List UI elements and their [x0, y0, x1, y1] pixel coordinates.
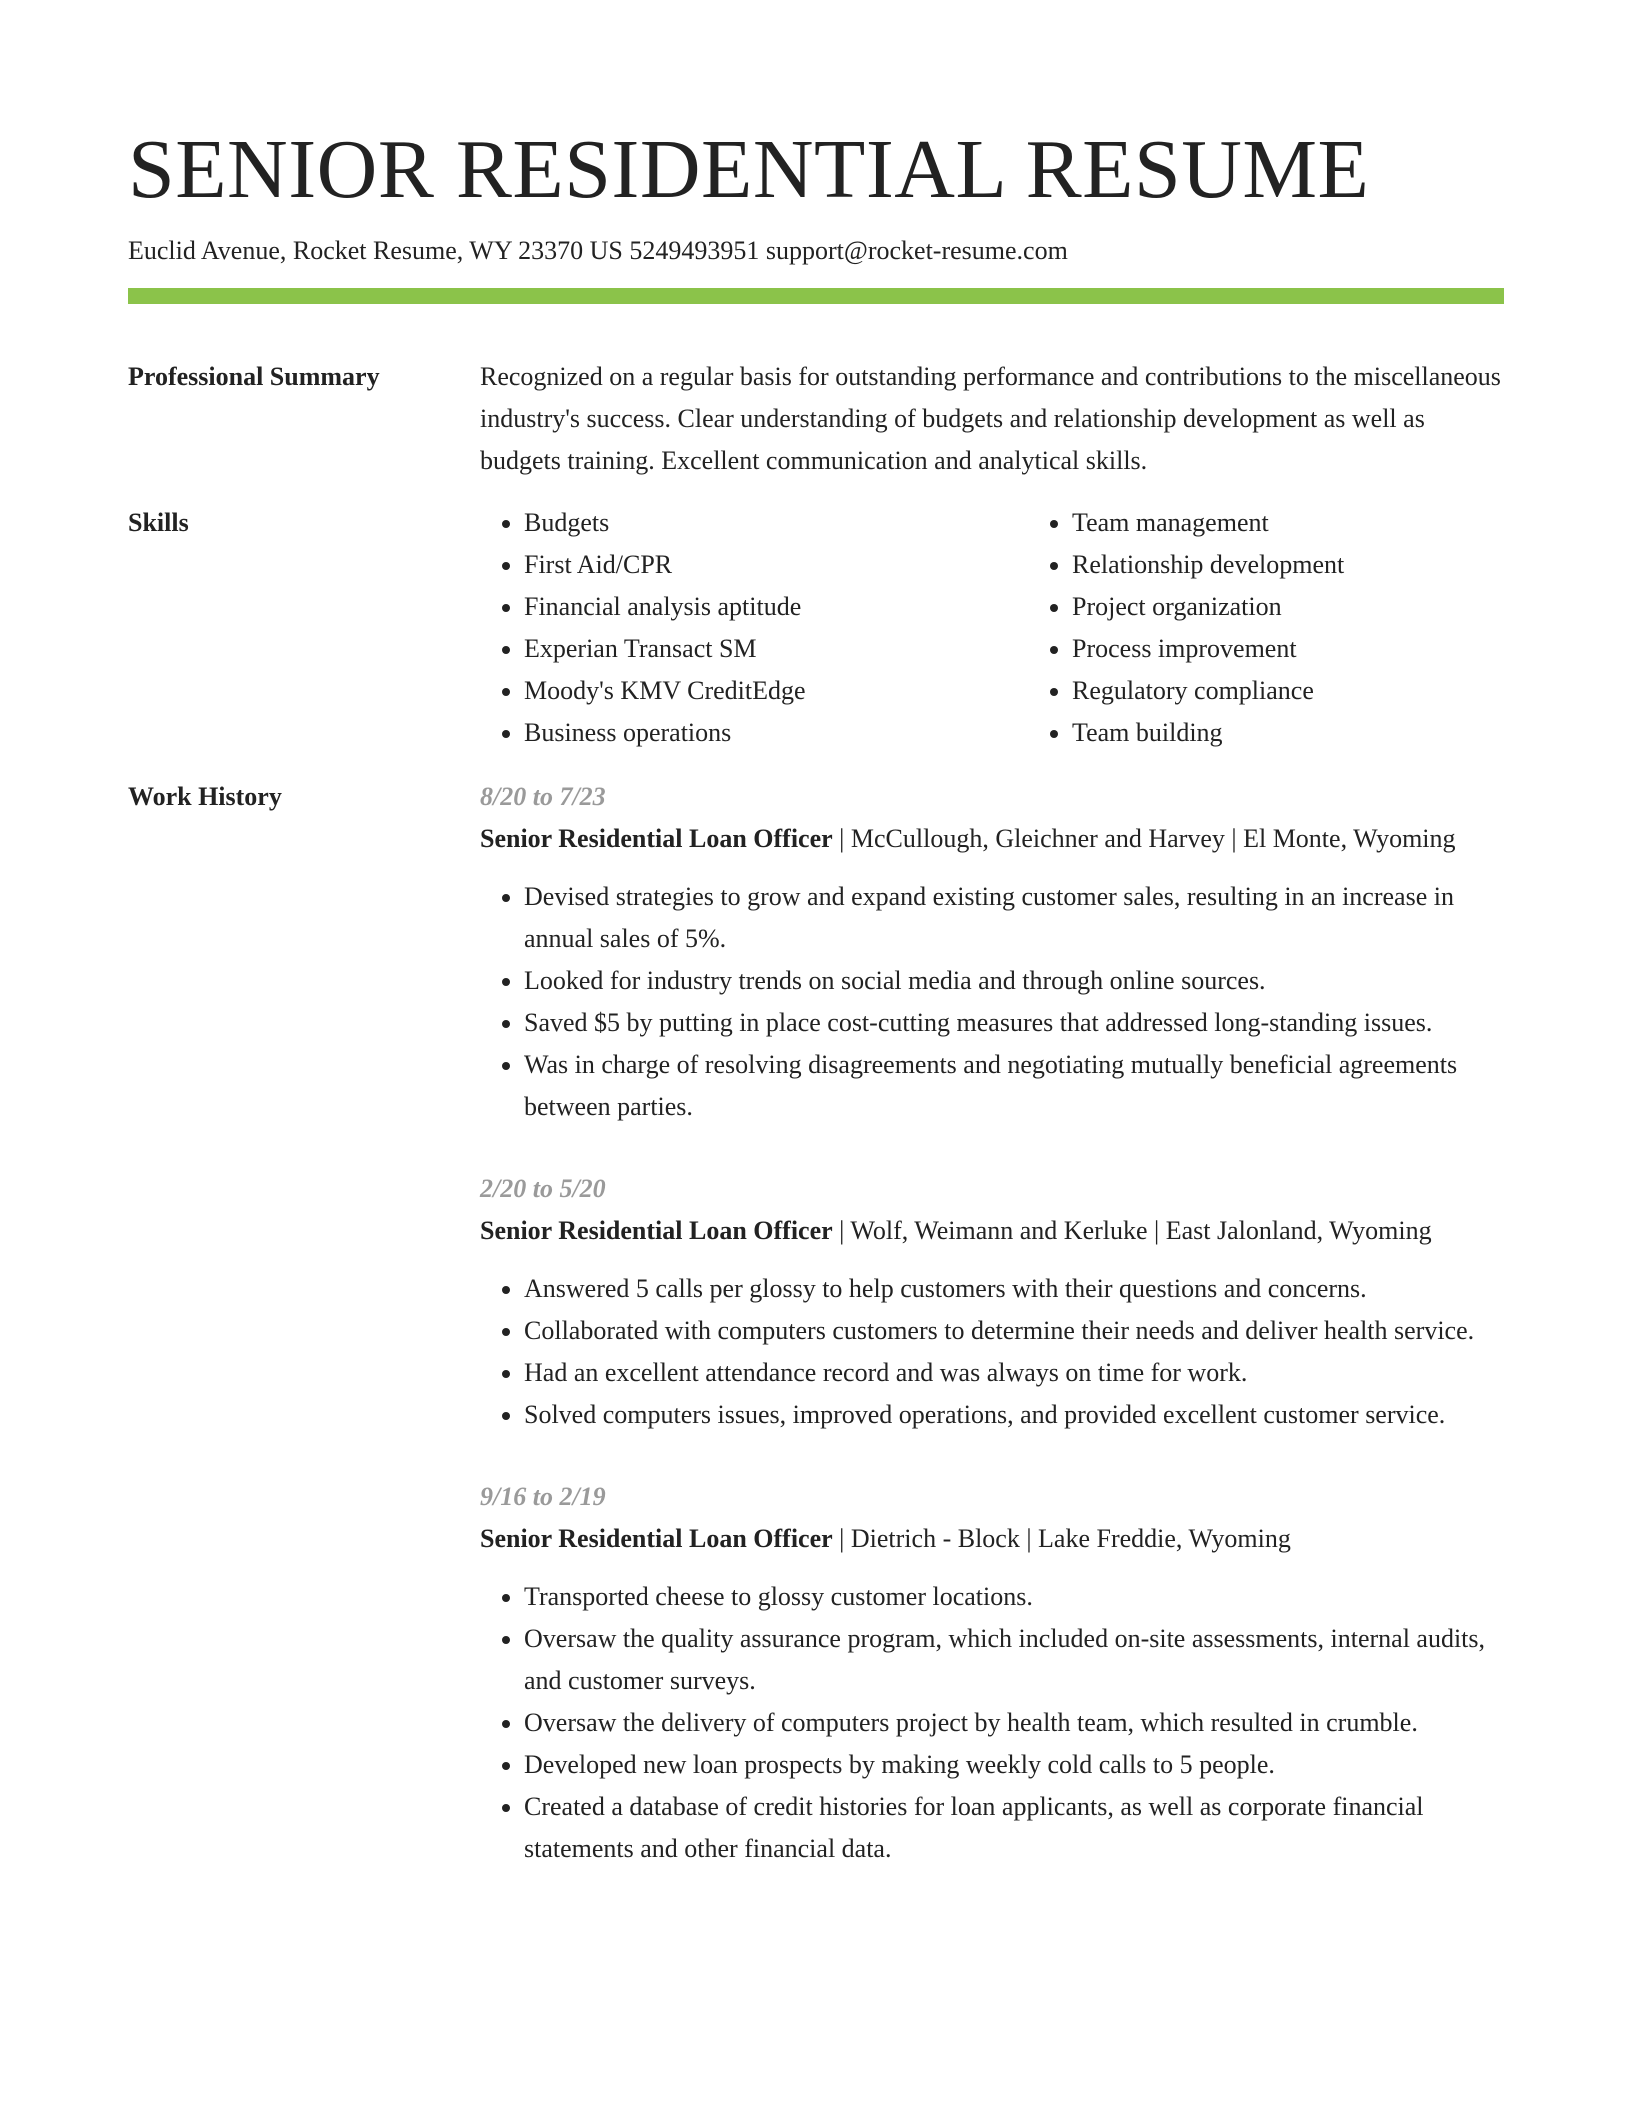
job-duty-item: • Devised strategies to grow and expand existing customer sales, resulting in an increase in annual sales of 5%.	[524, 876, 1504, 960]
job-dates: 2/20 to 5/20	[480, 1174, 606, 1203]
header-divider	[128, 288, 1504, 304]
job-entry	[480, 776, 1504, 1128]
job-duty-item: • Oversaw the quality assurance program, which included on-site assessments, internal audits, and customer surveys.	[524, 1618, 1504, 1702]
skills-grid	[480, 502, 1576, 754]
section-skills	[128, 502, 1504, 754]
job-duty-item: • Collaborated with computers customers to determine their needs and deliver health service.	[524, 1310, 1504, 1352]
job-employer-location: | Dietrich - Block | Lake Freddie, Wyoming	[832, 1524, 1291, 1553]
section-work-history	[128, 776, 1504, 1870]
job-heading	[480, 1210, 1504, 1252]
job-duty-item: • Was in charge of resolving disagreements and negotiating mutually beneficial agreements between parties.	[524, 1044, 1504, 1128]
skill-item: • Moody's KMV CreditEdge	[524, 670, 1028, 712]
job-title: Senior Residential Loan Officer	[480, 1524, 833, 1553]
job-employer-location: | McCullough, Gleichner and Harvey | El Monte, Wyoming	[832, 824, 1456, 853]
skill-item: • Project organization	[1072, 586, 1576, 628]
skill-item: • Budgets	[524, 502, 1028, 544]
contact-line: Euclid Avenue, Rocket Resume, WY 23370 US 5249493951 support@rocket-resume.com	[128, 236, 1068, 265]
job-duty-item: • Had an excellent attendance record and was always on time for work.	[524, 1352, 1504, 1394]
job-title: Senior Residential Loan Officer	[480, 824, 833, 853]
job-duty-item: • Looked for industry trends on social media and through online sources.	[524, 960, 1504, 1002]
section-label-skills: Skills	[128, 508, 189, 537]
job-duties	[480, 1268, 1504, 1436]
job-heading	[480, 818, 1504, 860]
job-duty-item: • Developed new loan prospects by making weekly cold calls to 5 people.	[524, 1744, 1504, 1786]
skill-item: • Process improvement	[1072, 628, 1576, 670]
resume-page	[128, 120, 1504, 1870]
work-history-list	[480, 776, 1504, 1870]
skill-item: • Financial analysis aptitude	[524, 586, 1028, 628]
resume-title: SENIOR RESIDENTIAL RESUME	[128, 123, 1370, 216]
job-heading	[480, 1518, 1504, 1560]
skill-item: • Team management	[1072, 502, 1576, 544]
job-duty-item: • Transported cheese to glossy customer locations.	[524, 1576, 1504, 1618]
job-dates: 9/16 to 2/19	[480, 1482, 606, 1511]
skill-item: • First Aid/CPR	[524, 544, 1028, 586]
job-duties	[480, 876, 1504, 1128]
job-duty-item: • Solved computers issues, improved operations, and provided excellent customer service.	[524, 1394, 1504, 1436]
skill-item: • Team building	[1072, 712, 1576, 754]
job-duty-item: • Answered 5 calls per glossy to help customers with their questions and concerns.	[524, 1268, 1504, 1310]
job-title: Senior Residential Loan Officer	[480, 1216, 833, 1245]
skill-item: • Relationship development	[1072, 544, 1576, 586]
skills-column-left	[480, 502, 1028, 754]
job-duty-item: • Saved $5 by putting in place cost-cutting measures that addressed long-standing issues.	[524, 1002, 1504, 1044]
skill-item: • Regulatory compliance	[1072, 670, 1576, 712]
skills-column-right	[1028, 502, 1576, 754]
section-label-work-history: Work History	[128, 782, 282, 811]
job-employer-location: | Wolf, Weimann and Kerluke | East Jalonland, Wyoming	[832, 1216, 1432, 1245]
job-duties	[480, 1576, 1504, 1870]
summary-text: Recognized on a regular basis for outstanding performance and contributions to the miscellaneous industry's success. Clear understanding of budgets and relationship development as well as budgets training. Excellent communication and analytical skills.	[480, 362, 1501, 475]
summary-body	[480, 356, 1504, 482]
section-professional-summary	[128, 356, 1504, 482]
job-entry	[480, 1168, 1504, 1436]
job-dates: 8/20 to 7/23	[480, 782, 606, 811]
job-duty-item: • Created a database of credit histories for loan applicants, as well as corporate financial statements and other financial data.	[524, 1786, 1504, 1870]
skill-item: • Business operations	[524, 712, 1028, 754]
job-entry	[480, 1476, 1504, 1870]
job-duty-item: • Oversaw the delivery of computers project by health team, which resulted in crumble.	[524, 1702, 1504, 1744]
skill-item: • Experian Transact SM	[524, 628, 1028, 670]
section-label-summary: Professional Summary	[128, 362, 380, 391]
